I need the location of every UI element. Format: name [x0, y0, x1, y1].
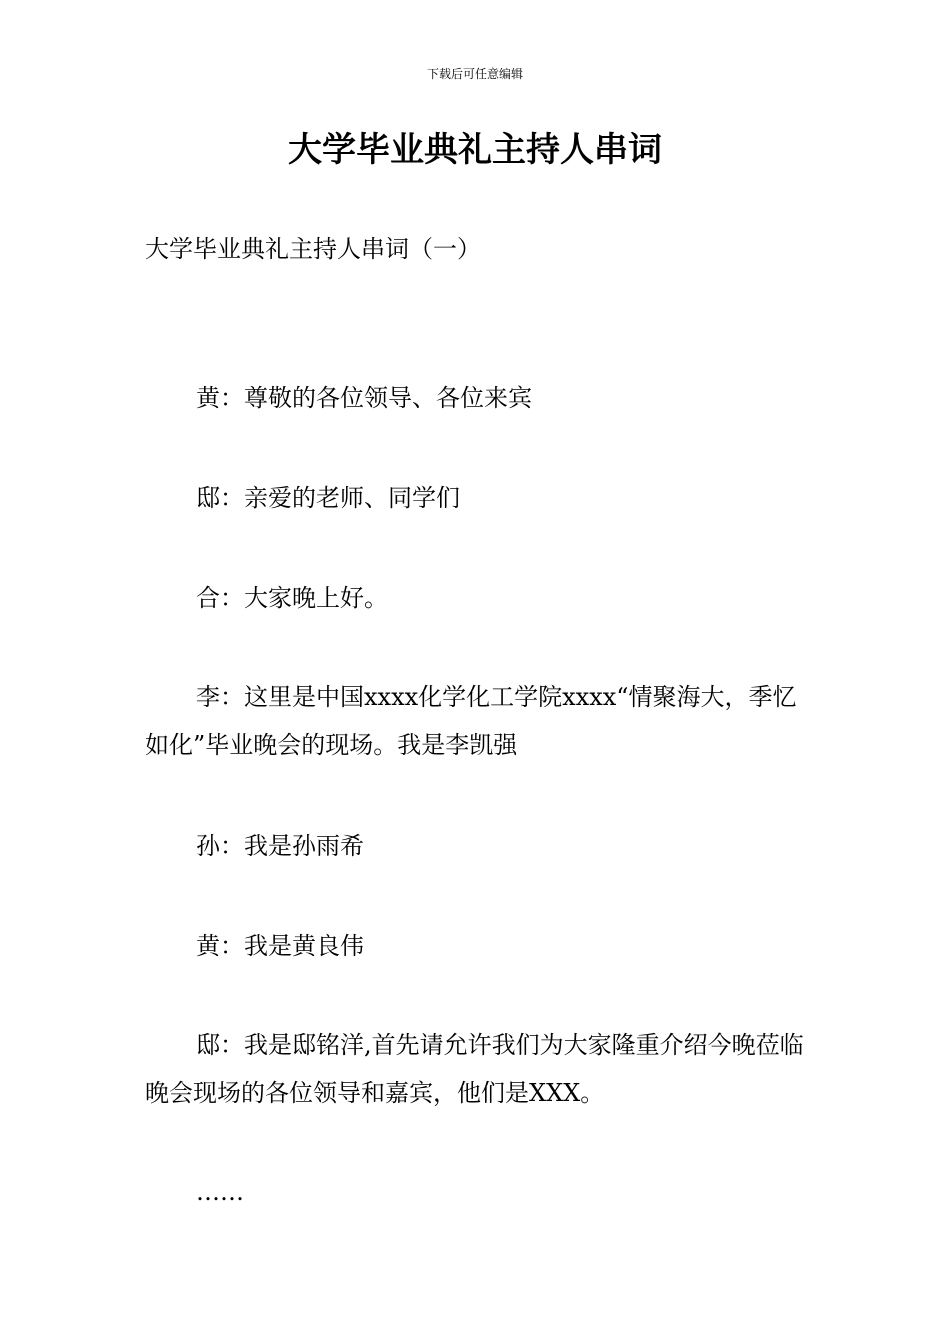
header-note: 下载后可任意编辑	[426, 67, 523, 81]
dialogue-line: 黄：我是黄良伟	[196, 932, 364, 960]
section-heading: 大学毕业典礼主持人串词（一）	[145, 235, 481, 263]
dialogue-line: 合：大家晚上好。	[196, 584, 388, 612]
document-title: 大学毕业典礼主持人串词	[288, 130, 662, 170]
dialogue-line: 李：这里是中国xxxx化学化工学院xxxx“情聚海大，季忆如化”毕业晚会的现场。我是李凯强	[145, 683, 797, 759]
ellipsis-line: ……	[196, 1178, 244, 1206]
dialogue-line: 邸：亲爱的老师、同学们	[196, 484, 460, 512]
dialogue-line: 黄：尊敬的各位领导、各位来宾	[196, 384, 532, 412]
dialogue-line: 孙：我是孙雨希	[196, 832, 364, 860]
dialogue-line: 邸：我是邸铭洋,首先请允许我们为大家隆重介绍今晚莅临晚会现场的各位领导和嘉宾，他们是XXX。	[145, 1031, 804, 1107]
